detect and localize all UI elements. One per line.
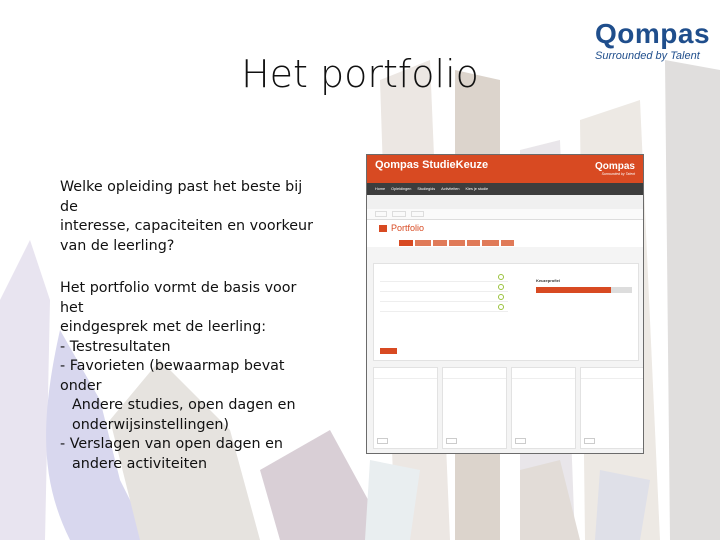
nav-item: Kies je studie: [465, 187, 489, 191]
portfolio-description: Het portfolio vormt de basis voor het eindgesprek met de leerling: - Testresultaten - Favorieten (bewaarmap bevat onder Andere studies, open dagen en onderwijsinstellingen) - Verslagen van open dagen en andere activiteiten: [60, 280, 297, 472]
logo-tagline: Surrounded by Talent: [595, 50, 700, 62]
slide-title: Het portfolio: [241, 52, 479, 96]
screenshot-breadcrumb: [367, 209, 643, 220]
screenshot-header: [367, 155, 643, 183]
folder-icon: [379, 225, 387, 232]
screenshot-card: [373, 367, 438, 449]
screenshot-button: [380, 348, 397, 354]
screenshot-overview-panel: [373, 263, 639, 361]
screenshot-logo: Qompas Surrounded by Talent: [594, 161, 635, 176]
screenshot-card: [442, 367, 507, 449]
screenshot-card: [511, 367, 576, 449]
screenshot-toolbar: [367, 195, 643, 209]
screenshot-progress: Keuzeprofiel: [536, 278, 632, 293]
nav-item: Home: [375, 187, 386, 191]
screenshot-card: [580, 367, 644, 449]
slide-body: [60, 178, 320, 497]
screenshot-test-list: [380, 272, 508, 312]
nav-item: Studiegids: [417, 187, 436, 191]
screenshot-cards: [373, 367, 644, 449]
intro-question: Welke opleiding past het beste bij de interesse, capaciteiten en voorkeur van de leerling?: [60, 179, 313, 254]
qompas-logo: [595, 20, 715, 62]
nav-item: Opleidingen: [391, 187, 412, 191]
screenshot-brand: Qompas StudieKeuze: [375, 159, 489, 171]
portfolio-screenshot: [366, 154, 644, 454]
screenshot-tabs: [367, 238, 643, 247]
screenshot-nav: [367, 183, 643, 195]
progress-bar: [536, 287, 632, 293]
logo-name: Qompas: [595, 18, 711, 49]
nav-item: Activiteiten: [441, 187, 460, 191]
screenshot-page-title: Portfolio: [367, 220, 643, 238]
